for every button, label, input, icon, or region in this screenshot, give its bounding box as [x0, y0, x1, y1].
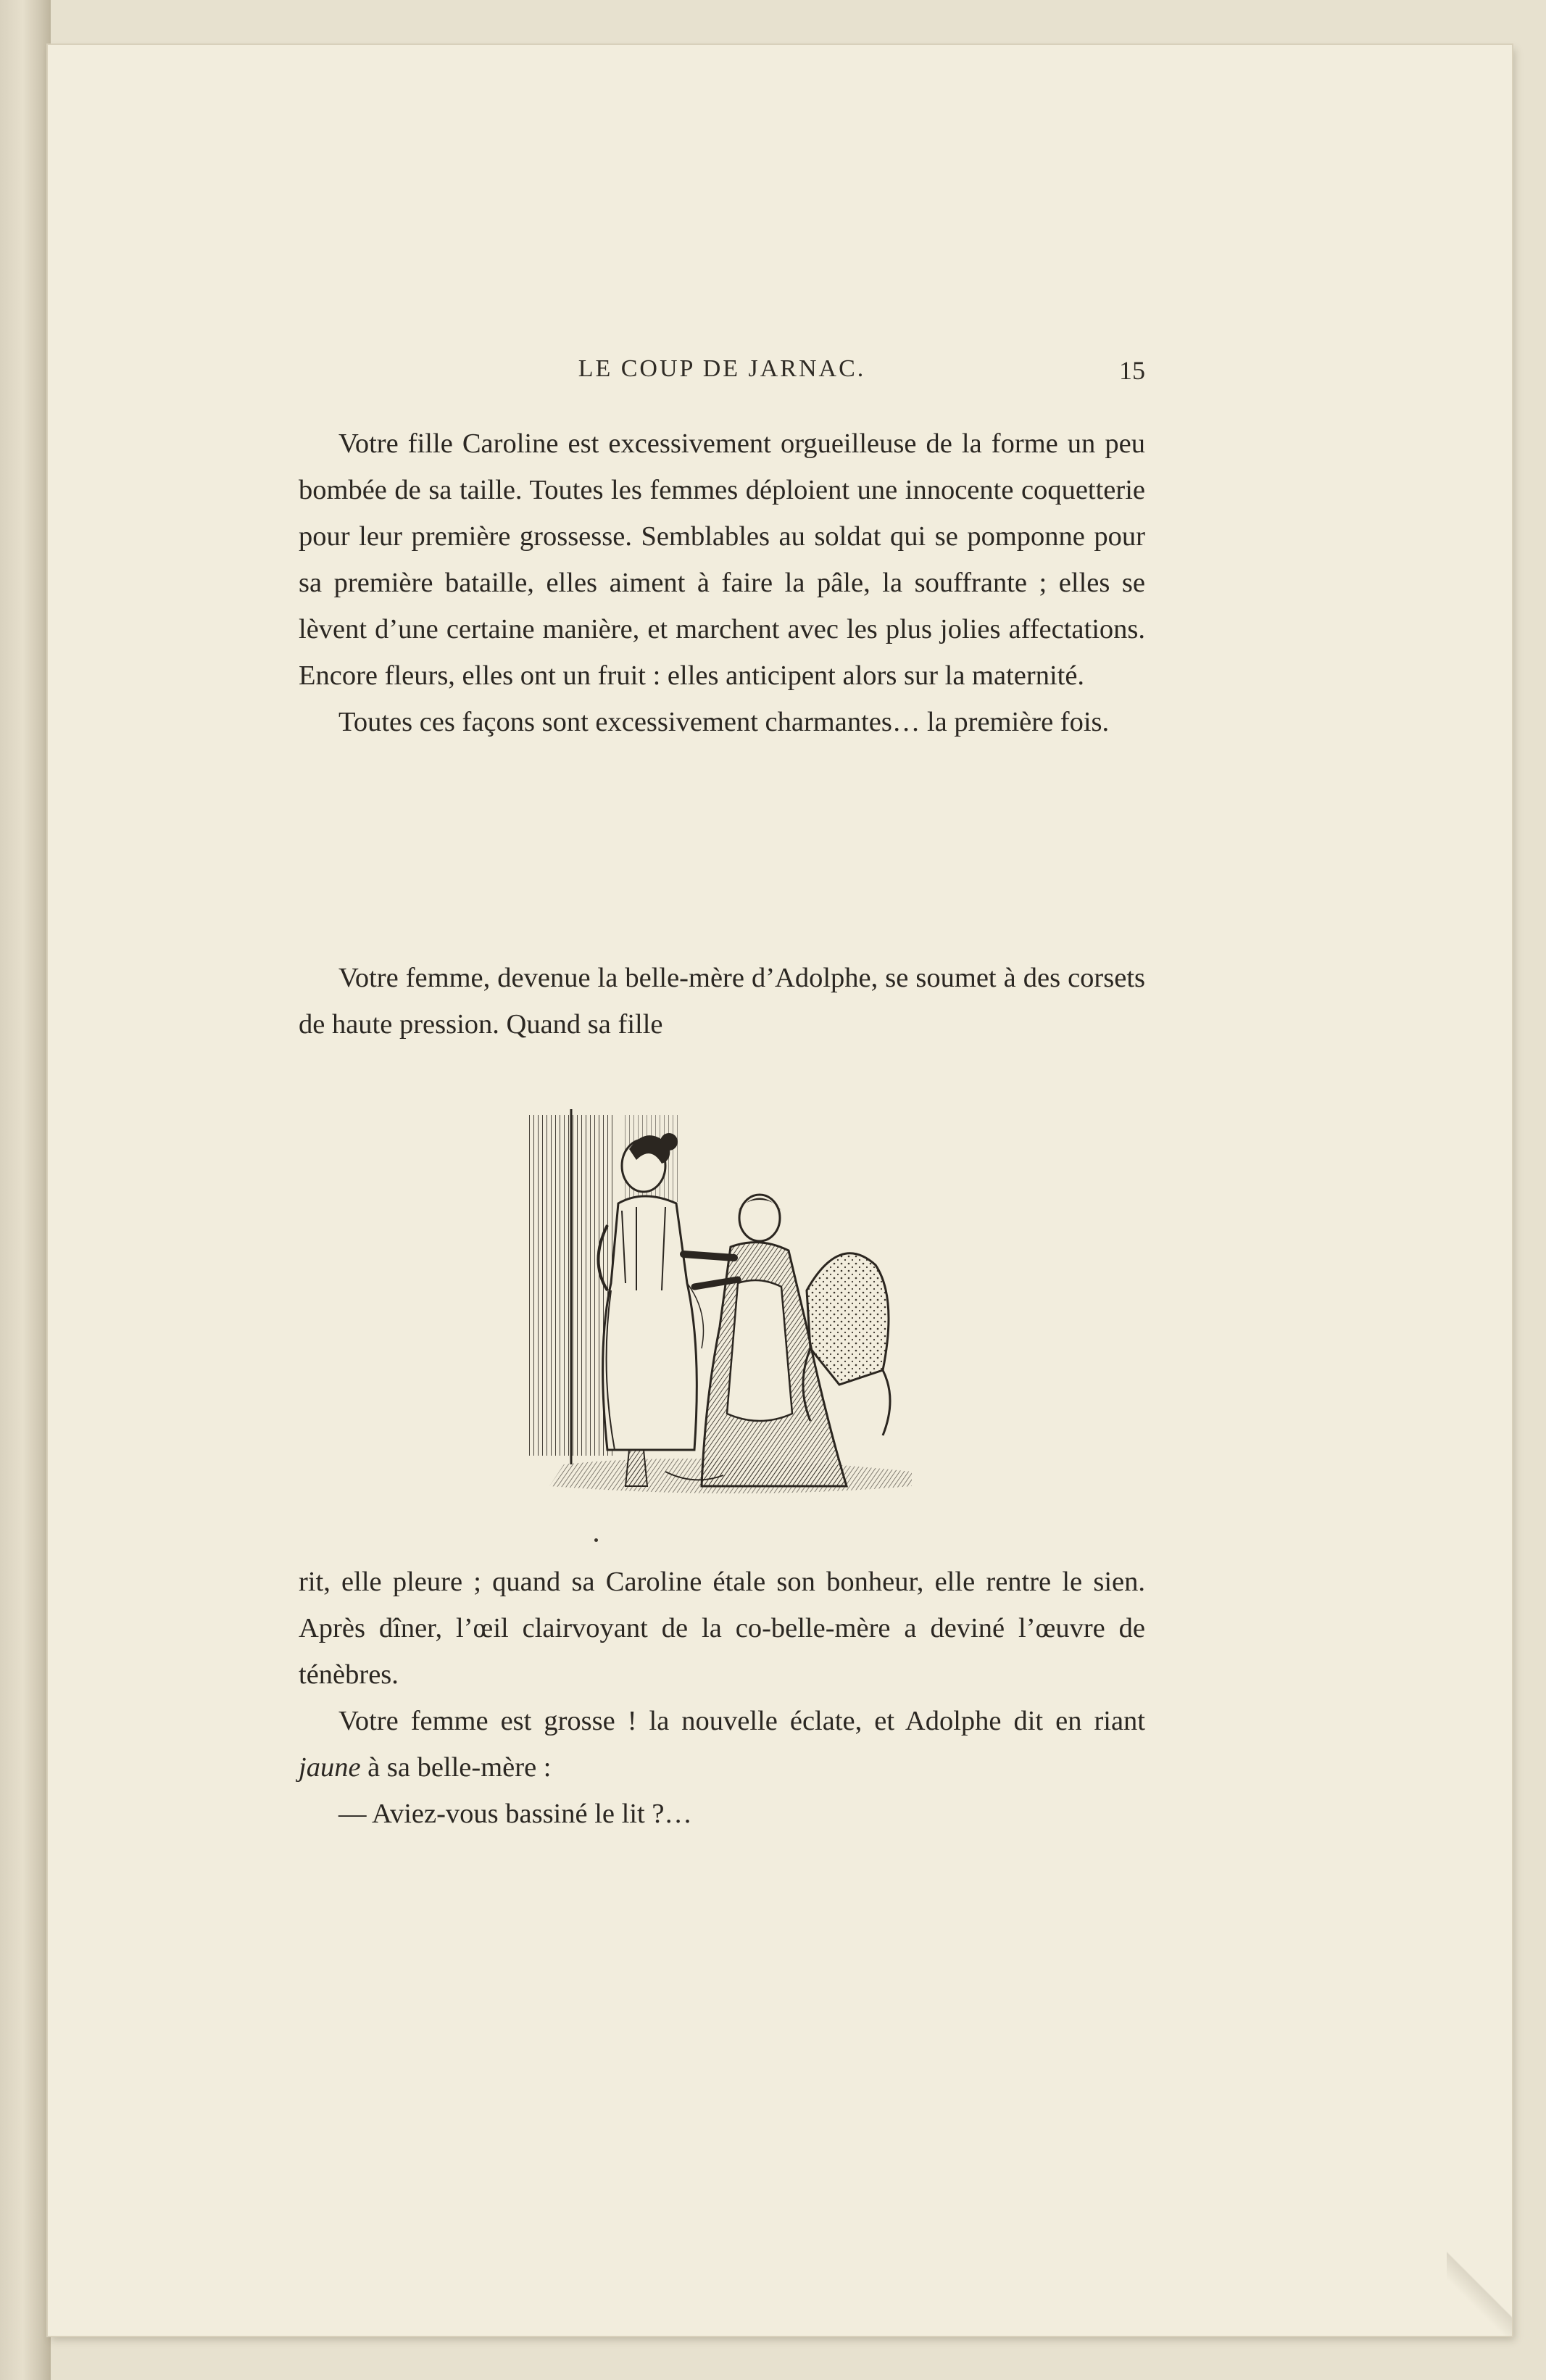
paragraph-text: à sa belle-mère :	[360, 1752, 552, 1783]
text-block-bottom	[299, 1559, 1145, 1837]
paragraph: Votre fille Caroline est excessivement orgueilleuse de la forme un peu bombée de sa taille. Toutes les femmes déploient une innocente coquetterie pour leur première grossesse. Semblables au soldat qui se pomponne pour sa première bataille, elles aiment à faire la pâle, la souffrante ; elles se lèvent d’une certaine manière, et marchent avec les plus jolies affectations. Encore fleurs, elles ont un fruit : elles anticipent alors sur la maternité.	[299, 428, 1145, 691]
paragraph-text: Votre femme est grosse ! la nouvelle éclate, et Adolphe dit en riant	[338, 1706, 1145, 1736]
paragraph: Votre femme, devenue la belle-mère d’Adolphe, se soumet à des corsets de haute pression. Quand sa fille	[299, 963, 1145, 1040]
book-spine-edge	[0, 0, 51, 2380]
engraving-illustration	[520, 1109, 920, 1509]
paragraph: rit, elle pleure ; quand sa Caroline étale son bonheur, elle rentre le sien. Après dîner, l’œil clairvoyant de la co-belle-mère a deviné l’œuvre de ténèbres.	[299, 1567, 1145, 1690]
paragraph	[299, 1698, 1145, 1791]
running-head: LE COUP DE JARNAC.	[578, 355, 866, 382]
dialogue-line: — Aviez-vous bassiné le lit ?…	[338, 1799, 692, 1829]
paragraph: Toutes ces façons sont excessivement charmantes… la première fois.	[338, 707, 1110, 737]
ornament-dot	[594, 1538, 598, 1542]
text-block-middle	[299, 955, 1145, 1048]
emphasized-word: jaune	[299, 1752, 361, 1783]
text-block-top	[299, 420, 1145, 745]
folded-page-corner	[1447, 2213, 1512, 2336]
page-number: 15	[1119, 356, 1145, 385]
